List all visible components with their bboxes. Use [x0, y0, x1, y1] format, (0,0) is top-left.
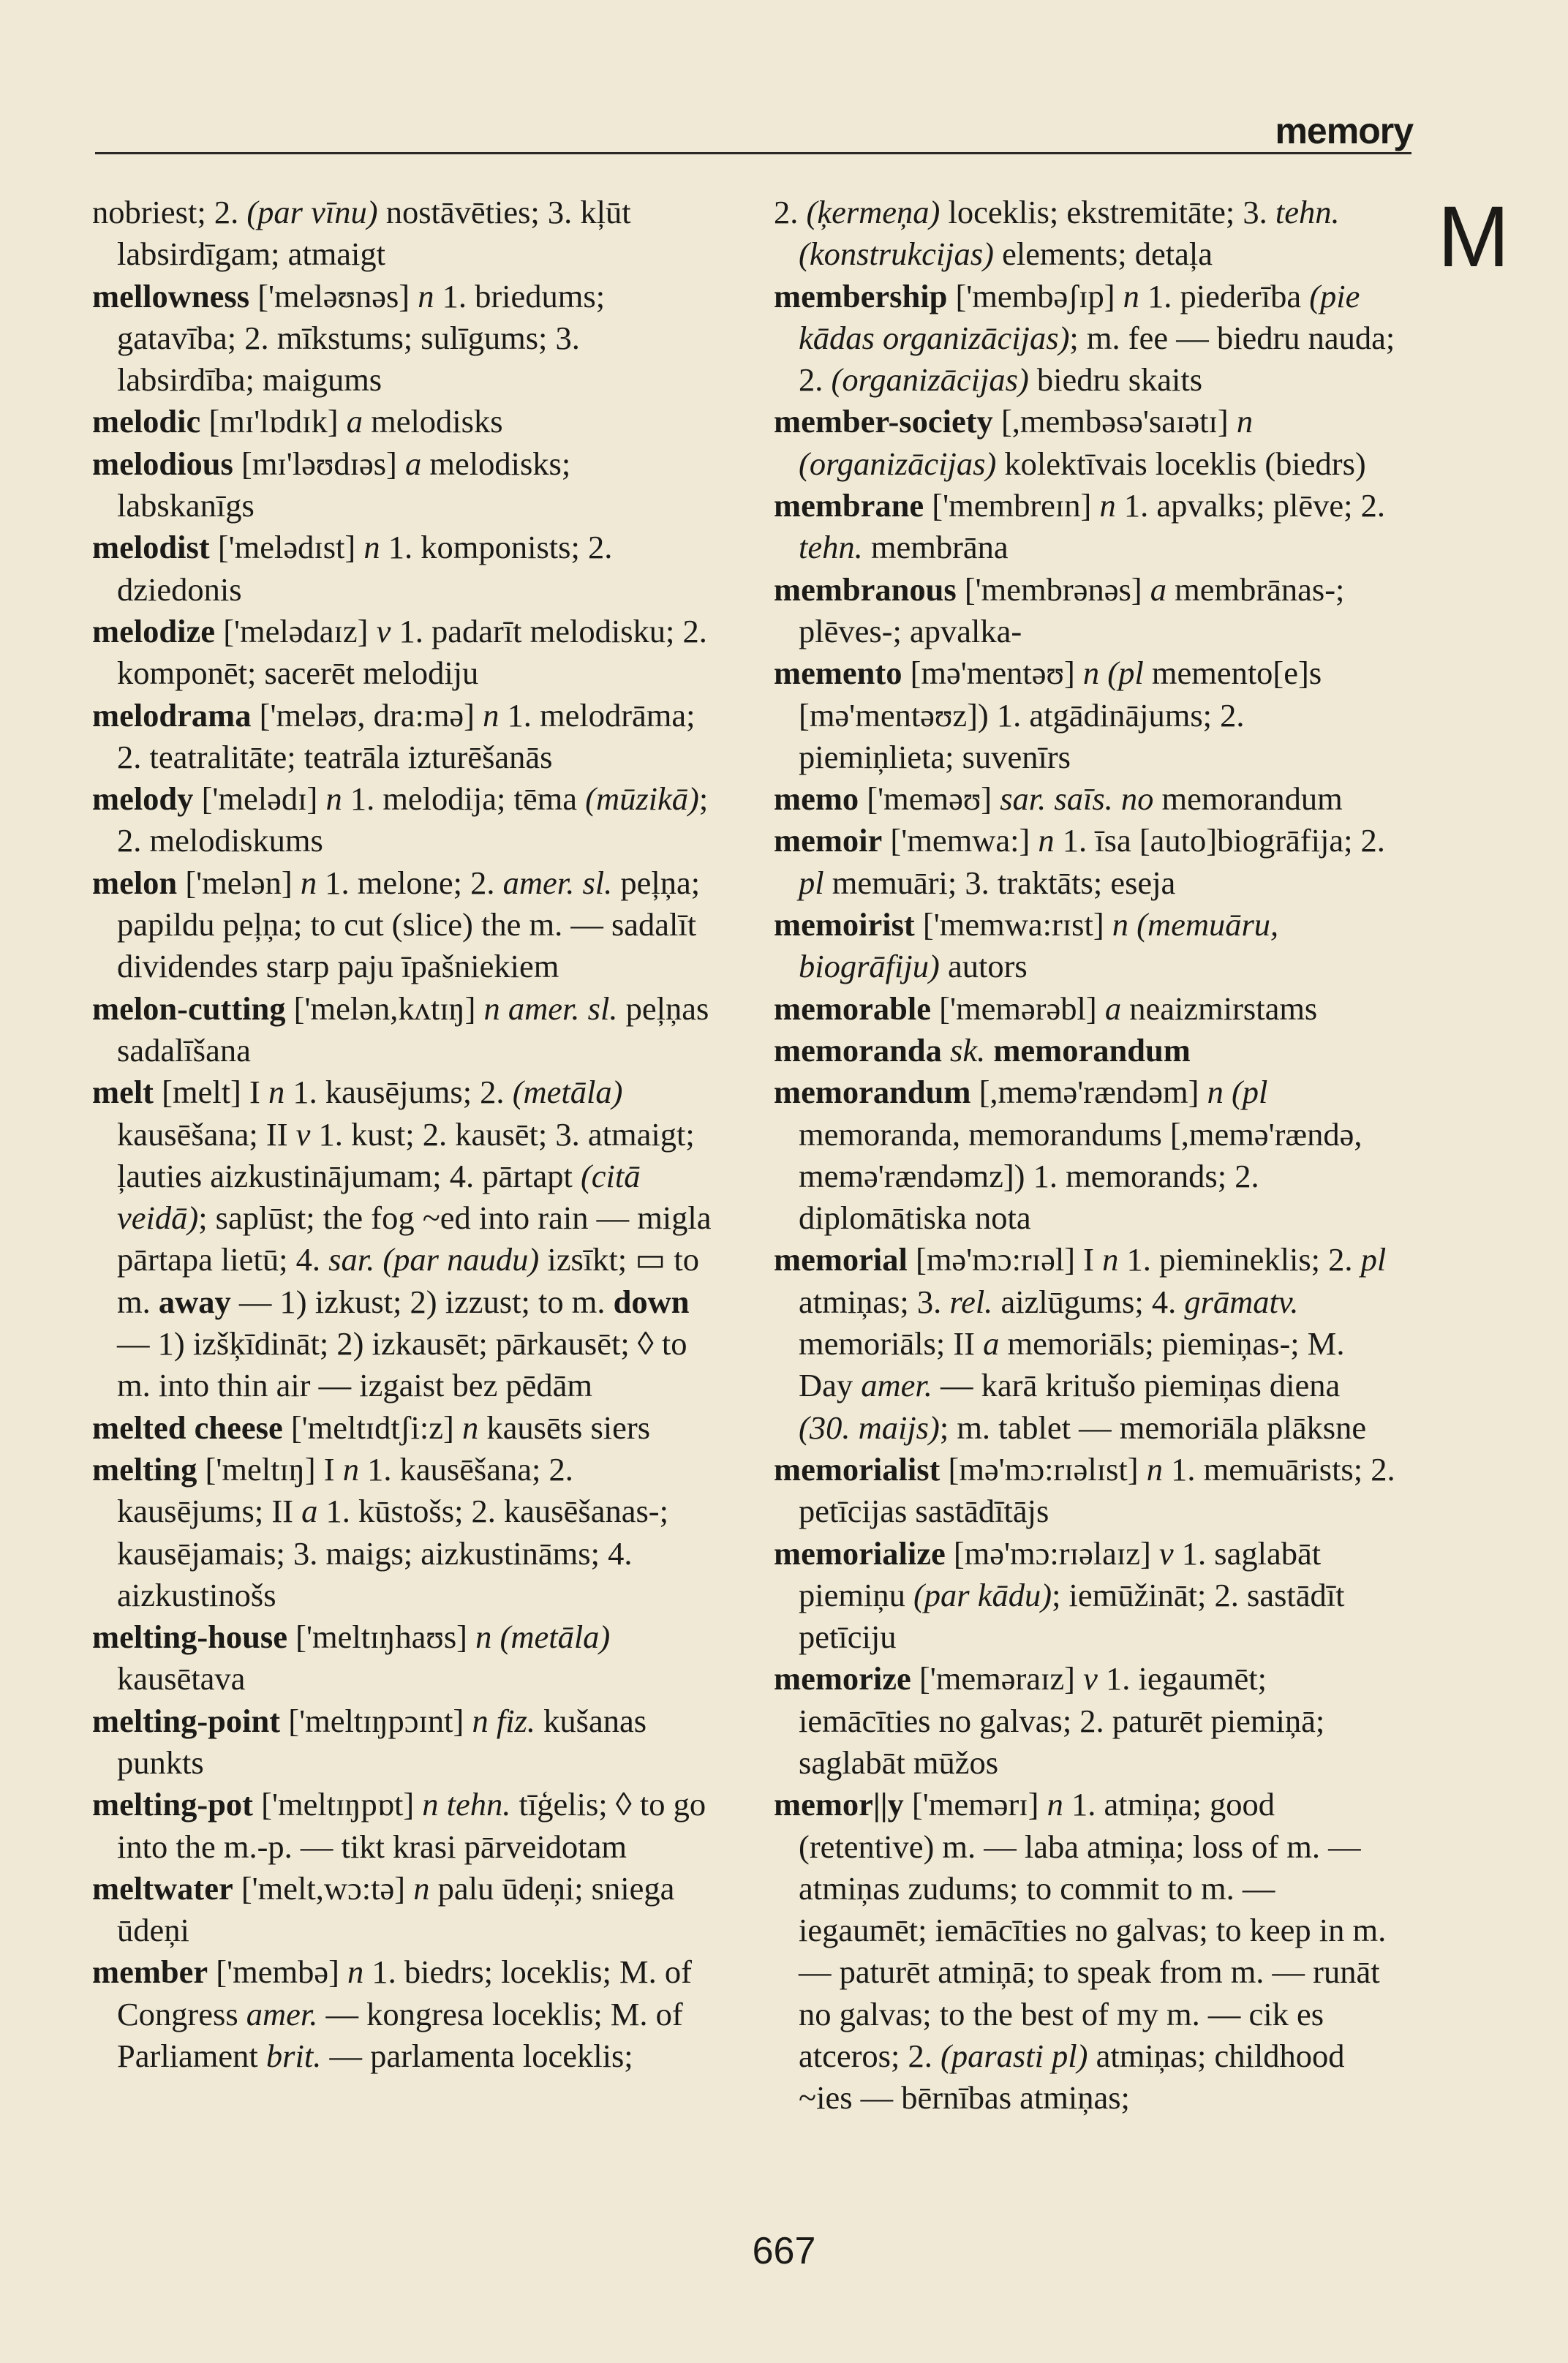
entry-text: n	[1102, 1241, 1119, 1278]
entry-text: n	[347, 1953, 364, 1991]
entry-text: ['memwa:rɪst]	[914, 906, 1112, 943]
entry-text: atmiņas; childhood ~ies — bērnības atmiņas;	[799, 2038, 1345, 2117]
entry-headword: memorandum	[774, 1074, 971, 1111]
dictionary-entry	[92, 1700, 715, 1785]
entry-text: nobriest; 2.	[92, 194, 247, 230]
entry-text: n	[1146, 1450, 1163, 1488]
entry-text: n	[418, 277, 434, 314]
entry-text: ['melədaɪz]	[215, 612, 377, 649]
entry-text: a	[404, 445, 422, 482]
entry-text: (organizācijas)	[831, 361, 1029, 399]
entry-text: 1. memuārists; 2. petīcijas sastādītājs	[799, 1450, 1395, 1530]
entry-text: izsīkt; ▭ to m.	[117, 1241, 700, 1320]
entry-text: a	[346, 403, 363, 440]
entry-text: tehn.	[799, 529, 863, 566]
entry-text: (pie kādas organizācijas)	[799, 277, 1360, 356]
dictionary-entry	[774, 1449, 1397, 1533]
entry-headword: melodic	[92, 403, 201, 440]
entry-text: n	[300, 864, 317, 901]
dictionary-entry	[92, 527, 715, 611]
entry-text: ['melədɪ]	[193, 780, 326, 818]
entry-text: a	[301, 1493, 318, 1530]
dictionary-entry	[92, 1071, 715, 1406]
entry-headword: memorialist	[774, 1450, 941, 1488]
entry-text: (30. maijs)	[799, 1409, 940, 1446]
entry-text: tīģelis; ◊ to go into the m.-p. — tikt krasi pārveidotam	[117, 1786, 706, 1865]
entry-text: n	[1038, 822, 1055, 859]
entry-headword: memorandum	[993, 1031, 1191, 1069]
dictionary-entry	[774, 192, 1397, 276]
entry-text: ['melt,wɔ:tə]	[233, 1869, 414, 1907]
entry-text: n tehn.	[422, 1786, 511, 1823]
entry-text: sar. (par naudu)	[328, 1241, 540, 1278]
dictionary-entry	[92, 862, 715, 988]
dictionary-entry	[92, 778, 715, 862]
entry-text: nostāvēties; 3. kļūt labsirdīgam; atmaigt	[117, 194, 631, 273]
entry-text: membrānas-; plēves-; apvalka-	[799, 570, 1345, 649]
entry-headword: melodist	[92, 529, 210, 566]
entry-text: [mə'mɔ:rɪəlaɪz]	[945, 1534, 1159, 1572]
entry-text: 1. piederība	[1139, 277, 1310, 314]
entry-text: membrāna	[862, 529, 1009, 566]
entry-text: n (memuāru, biogrāfiju)	[799, 906, 1279, 985]
entry-text: (par vīnu)	[246, 194, 378, 230]
entry-text: n	[1047, 1786, 1063, 1823]
entry-text: 1. biedrs; loceklis; M. of Congress	[117, 1953, 692, 2032]
entry-text: memuāri; 3. traktāts; eseja	[823, 864, 1176, 901]
entry-headword: membrane	[774, 487, 924, 524]
entry-text: kausēts siers	[478, 1409, 651, 1446]
dictionary-entry	[774, 1784, 1397, 2119]
dictionary-entry	[92, 1951, 715, 2077]
entry-text: 1. padarīt melodisku; 2. komponēt; sacerēt melodiju	[117, 612, 707, 692]
entry-headword: melted cheese	[92, 1409, 283, 1446]
entry-text: [mə'mɔ:rɪəlɪst]	[940, 1450, 1147, 1488]
entry-text: neaizmirstams	[1121, 990, 1318, 1027]
entry-text: — kongresa loceklis; M. of Parliament	[117, 1995, 683, 2075]
dictionary-entry	[774, 904, 1397, 988]
entry-text: 1. iegaumēt; iemācīties no galvas; 2. paturēt piemiņā; saglabāt mūžos	[799, 1660, 1325, 1781]
guide-word: memory	[1275, 110, 1413, 151]
entry-text: v	[1083, 1660, 1098, 1697]
entry-text: amer. sl.	[502, 864, 613, 901]
dictionary-entry	[92, 695, 715, 779]
entry-text: [mə'mɔ:rɪəl] I	[907, 1241, 1103, 1278]
entry-text: ['meltɪŋ] I	[197, 1450, 343, 1488]
entry-text: — karā kritušo piemiņas diena	[932, 1367, 1341, 1404]
entry-text: 1. kust; 2. kausēt; 3. atmaigt; ļauties aizkustinājumam; 4. pārtapt	[117, 1115, 695, 1194]
entry-headword: memoirist	[774, 906, 915, 943]
entry-text: ['meltɪdtʃi:z]	[282, 1409, 462, 1446]
entry-text: peļņas sadalīšana	[117, 990, 709, 1069]
entry-text: n (organizācijas)	[799, 403, 1254, 482]
entry-text: 1. saglabāt piemiņu	[799, 1534, 1322, 1613]
entry-text: ; m. fee — biedru nauda; 2.	[799, 319, 1395, 399]
entry-headword: memorable	[774, 990, 932, 1027]
entry-text: a	[983, 1325, 1000, 1363]
entry-text: 1. īsa [auto]biogrāfija; 2.	[1054, 822, 1385, 859]
entry-text: palu ūdeņi; sniega ūdeņi	[117, 1869, 675, 1949]
entry-headword: melting-pot	[92, 1786, 254, 1823]
entry-text: n	[1123, 277, 1139, 314]
dictionary-entry	[774, 485, 1397, 569]
entry-text: 1. atmiņa; good (retentive) m. — laba atmiņa; loss of m. — atmiņas zudums; to commit to m. — iegaumēt; iemācīties no galvas; to keep in m. — paturēt atmiņā; to speak from m. — runāt no galvas; to the best of my m. — cik es atceros; 2.	[799, 1786, 1387, 2075]
entry-text: aizlūgums; 4.	[992, 1283, 1185, 1320]
entry-text: ['meltɪŋhaʊs]	[287, 1618, 476, 1656]
entry-text: n	[413, 1869, 430, 1907]
entry-text: 1. piemineklis; 2.	[1118, 1241, 1361, 1278]
entry-text: peļņa; papildu peļņa; to cut (slice) the m. — sadalīt dividendes starp paju īpašniekiem	[117, 864, 701, 985]
entry-text: (parasti pl)	[941, 2038, 1088, 2075]
entry-text: 1. melodija; tēma	[342, 780, 586, 818]
entry-headword: melt	[92, 1074, 154, 1111]
entry-text: — 1) izkust; 2) izzust; to m.	[230, 1283, 614, 1320]
entry-headword: melon-cutting	[92, 990, 286, 1027]
entry-text: — parlamenta loceklis;	[321, 2038, 633, 2075]
entry-headword: memorize	[774, 1660, 911, 1697]
entry-headword: memoir	[774, 822, 883, 859]
entry-text: v	[1158, 1534, 1174, 1572]
entry-text: a	[1104, 990, 1122, 1027]
entry-text: [,membəsə'saɪətɪ]	[992, 403, 1237, 440]
dictionary-entry	[92, 1449, 715, 1616]
entry-headword: melon	[92, 864, 178, 901]
entry-text: n	[325, 780, 342, 818]
entry-headword: member-society	[774, 403, 993, 440]
entry-text: 1. kausējums; 2.	[284, 1074, 513, 1111]
entry-text: [mɪ'lɒdɪk]	[200, 403, 347, 440]
entry-headword: melting	[92, 1450, 197, 1488]
entry-text: ['melədɪst]	[209, 529, 364, 566]
header-rule	[95, 152, 1411, 154]
dictionary-entry	[92, 443, 715, 527]
section-letter: M	[1437, 189, 1509, 285]
entry-text: (mūzikā)	[585, 780, 699, 818]
entry-text: memoriāls; piemiņas-; M. Day	[799, 1325, 1345, 1404]
entry-text: loceklis; ekstremitāte; 3.	[940, 194, 1275, 230]
entry-text: memorandum	[1153, 780, 1343, 818]
dictionary-entry	[774, 1239, 1397, 1448]
entry-text: (citā veidā)	[117, 1157, 641, 1237]
entry-text: sk.	[950, 1031, 986, 1069]
entry-text: amer.	[861, 1367, 932, 1404]
entry-headword: away	[158, 1283, 231, 1320]
entry-text: pl	[1360, 1241, 1387, 1278]
entry-text: n	[363, 529, 380, 566]
entry-text: n (pl	[1207, 1074, 1268, 1111]
page-number: 667	[752, 2230, 816, 2272]
entry-headword: melody	[92, 780, 194, 818]
entry-text: memento[e]s [mə'mentəʊz]) 1. atgādinājums; 2. piemiņlieta; suvenīrs	[799, 655, 1322, 775]
entry-text: ['melən]	[177, 864, 301, 901]
entry-headword: down	[613, 1283, 690, 1320]
entry-text: n (pl	[1082, 655, 1144, 692]
entry-text: (par kādu)	[913, 1576, 1052, 1613]
dictionary-entry	[774, 652, 1397, 778]
dictionary-entry	[774, 820, 1397, 904]
entry-text: kolektīvais loceklis (biedrs)	[996, 445, 1366, 482]
entry-text: ; saplūst; the fog ~ed into rain — migla pārtapa lietū; 4.	[117, 1199, 712, 1278]
entry-headword: member	[92, 1953, 208, 1991]
entry-text: (metāla)	[512, 1074, 623, 1111]
dictionary-entry	[92, 1407, 715, 1449]
entry-text: melodisks	[362, 403, 503, 440]
entry-text: ['membə]	[208, 1953, 348, 1991]
entry-text: memoranda, memorandums [,memə'rændə, memə'rændəmz]) 1. memorands; 2. diplomātiska nota	[799, 1115, 1362, 1237]
dictionary-entry	[774, 569, 1397, 653]
entry-text: ['meltɪŋpɔɪnt]	[280, 1702, 472, 1739]
entry-text: 1. kausēšana; 2. kausējums; II	[117, 1450, 573, 1530]
entry-headword: meltwater	[92, 1869, 233, 1907]
dictionary-entry	[92, 401, 715, 442]
entry-text: ['meləʊnəs]	[249, 277, 418, 314]
entry-headword: mellowness	[92, 277, 250, 314]
entry-text: 1. melone; 2.	[317, 864, 503, 901]
entry-text	[942, 1032, 950, 1069]
entry-text: ['meltɪŋpɒt]	[253, 1786, 423, 1823]
entry-text: autors	[939, 948, 1028, 985]
entry-headword: membership	[774, 277, 948, 314]
entry-headword: memorialize	[774, 1534, 946, 1572]
entry-text: 1. briedums; gatavība; 2. mīkstums; sulīgums; 3. labsirdība; maigums	[117, 277, 606, 399]
entry-text: v	[295, 1115, 311, 1153]
entry-headword: memor||y	[774, 1786, 904, 1823]
entry-headword: melodious	[92, 445, 233, 482]
entry-text: ; m. tablet — memoriāla plāksne	[939, 1409, 1367, 1446]
entry-text: [melt] I	[154, 1074, 268, 1111]
entry-text: amer.	[246, 1995, 318, 2032]
entry-text: [mə'mentəʊ]	[902, 655, 1083, 692]
entry-text: [mɪ'ləʊdɪəs]	[233, 445, 405, 482]
entry-text: n	[1099, 487, 1116, 524]
entry-text: v	[376, 612, 391, 649]
dictionary-entry	[774, 778, 1397, 820]
entry-headword: memo	[774, 780, 859, 818]
entry-text: ['membrənəs]	[956, 570, 1150, 608]
entry-text: 1. kūstošs; 2. kausēšanas-; kausējamais; 3. maigs; aizkustināms; 4. aizkustinošs	[117, 1493, 668, 1613]
entry-text: kausētava	[117, 1660, 246, 1697]
left-column	[92, 192, 715, 2077]
entry-text: brit.	[265, 2038, 322, 2075]
entry-text: a	[1150, 570, 1166, 608]
entry-text: ['meləʊ, dra:mə]	[251, 696, 483, 734]
entry-text: ['memərɪ]	[903, 1786, 1047, 1823]
right-column	[774, 192, 1397, 2119]
entry-text: n fiz.	[472, 1702, 536, 1739]
dictionary-entry	[774, 1658, 1397, 1784]
entry-text: 2.	[774, 194, 807, 230]
dictionary-entry	[92, 192, 715, 276]
entry-text: — 1) izšķīdināt; 2) izkausēt; pārkausēt; ◊ to m. into thin air — izgaist bez pēdām	[117, 1325, 687, 1404]
entry-text	[985, 1032, 993, 1069]
dictionary-entry	[774, 1071, 1397, 1239]
dictionary-entry	[774, 1030, 1397, 1071]
entry-text: [,memə'rændəm]	[970, 1074, 1207, 1111]
entry-headword: melodize	[92, 612, 216, 649]
entry-text: n	[483, 696, 500, 734]
entry-text: biedru skaits	[1028, 361, 1203, 399]
entry-text: grāmatv.	[1184, 1283, 1299, 1320]
entry-headword: memorial	[774, 1241, 908, 1278]
entry-text: ; 2. melodiskums	[117, 780, 709, 859]
entry-text: kušanas punkts	[117, 1702, 647, 1781]
entry-text: n amer. sl.	[483, 990, 618, 1027]
entry-headword: melting-point	[92, 1702, 281, 1739]
entry-headword: memento	[774, 655, 902, 692]
dictionary-entry	[92, 1616, 715, 1700]
entry-text: ['memərəbl]	[931, 990, 1105, 1027]
dictionary-entry	[92, 1868, 715, 1952]
entry-text: rel.	[949, 1283, 993, 1320]
entry-text: melodisks; labskanīgs	[117, 445, 571, 524]
entry-headword: membranous	[774, 570, 957, 608]
dictionary-entry	[92, 611, 715, 695]
dictionary-entry	[774, 276, 1397, 402]
entry-headword: melodrama	[92, 696, 252, 734]
entry-text: ; iemūžināt; 2. sastādīt petīciju	[799, 1576, 1345, 1656]
entry-text: memoriāls; II	[799, 1325, 984, 1363]
dictionary-entry	[92, 276, 715, 402]
entry-headword: memoranda	[774, 1031, 942, 1069]
entry-text: ['membəʃɪp]	[947, 277, 1123, 314]
dictionary-entry	[92, 988, 715, 1072]
dictionary-entry	[774, 401, 1397, 485]
entry-text: tehn. (konstrukcijas)	[799, 194, 1340, 273]
entry-text: n	[461, 1409, 479, 1446]
entry-text: sar. saīs. no	[1000, 780, 1154, 818]
entry-text: (ķermeņa)	[806, 194, 941, 230]
entry-text: ['meməʊ]	[859, 780, 1000, 818]
entry-text: ['melən,kʌtɪŋ]	[285, 990, 484, 1027]
entry-text: 1. melodrāma; 2. teatralitāte; teatrāla izturēšanās	[117, 696, 696, 775]
entry-text: kausēšana; II	[117, 1115, 296, 1153]
dictionary-entry	[92, 1784, 715, 1868]
entry-text: atmiņas; 3.	[799, 1283, 950, 1320]
entry-text: 1. apvalks; plēve; 2.	[1115, 487, 1385, 524]
entry-text: ['meməraɪz]	[911, 1660, 1084, 1697]
entry-text: n	[268, 1074, 285, 1111]
entry-headword: melting-house	[92, 1618, 287, 1656]
dictionary-entry	[774, 1533, 1397, 1659]
entry-text: n (metāla)	[475, 1618, 611, 1656]
entry-text: ['memwa:]	[882, 822, 1039, 859]
entry-text: n	[342, 1450, 359, 1488]
entry-text: ['membreɪn]	[924, 487, 1100, 524]
entry-text: elements; detaļa	[993, 235, 1213, 273]
dictionary-entry	[774, 988, 1397, 1030]
entry-text: pl	[799, 864, 824, 901]
entry-text: 1. komponists; 2. dziedonis	[117, 529, 613, 608]
